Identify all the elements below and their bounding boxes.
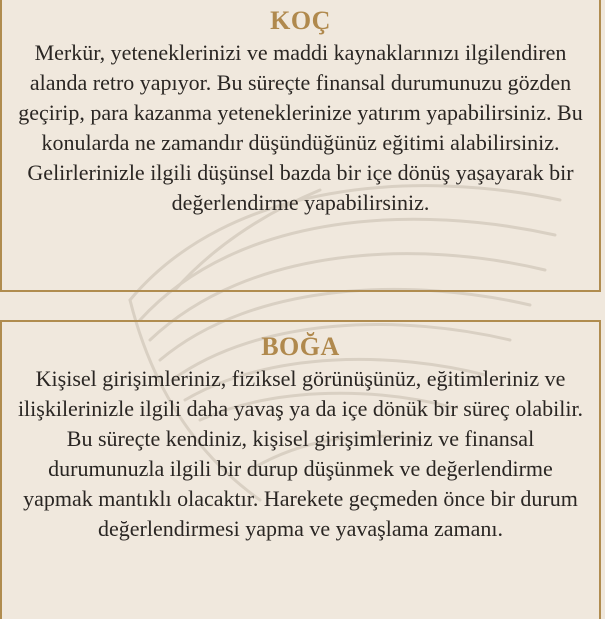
sign-text-boga: Kişisel girişimleriniz, fiziksel görünüşünüz, eğitimleriniz ve ilişkilerinizle ilgili daha yavaş ya da içe dönük bir süreç olabilir. Bu süreçte kendiniz, kişisel girişimleriniz ve finansal durumunuzla ilgili bir durup düşünmek ve değerlendirme yapmak mantıklı olacaktır. Harekete geçmeden önce bir durum değerlendirmesi yapma ve yavaşlama zamanı.	[17, 366, 584, 541]
sign-card-koc	[0, 0, 601, 292]
sign-text-koc: Merkür, yeteneklerinizi ve maddi kaynaklarınızı ilgilendiren alanda retro yapıyor. Bu süreçte finansal durumunuzu gözden geçirip, para kazanma yeteneklerinize yatırım yapabilirsiniz. Bu konularda ne zamandır düşündüğünüz eğitimi alabilirsiniz. Gelirlerinizle ilgili düşünsel bazda bir içe dönüş yaşayarak bir değerlendirme yapabilirsiniz.	[18, 40, 583, 215]
sign-card-boga	[0, 320, 601, 619]
sign-title-koc: KOÇ	[270, 6, 331, 35]
sign-title-boga: BOĞA	[261, 332, 340, 361]
